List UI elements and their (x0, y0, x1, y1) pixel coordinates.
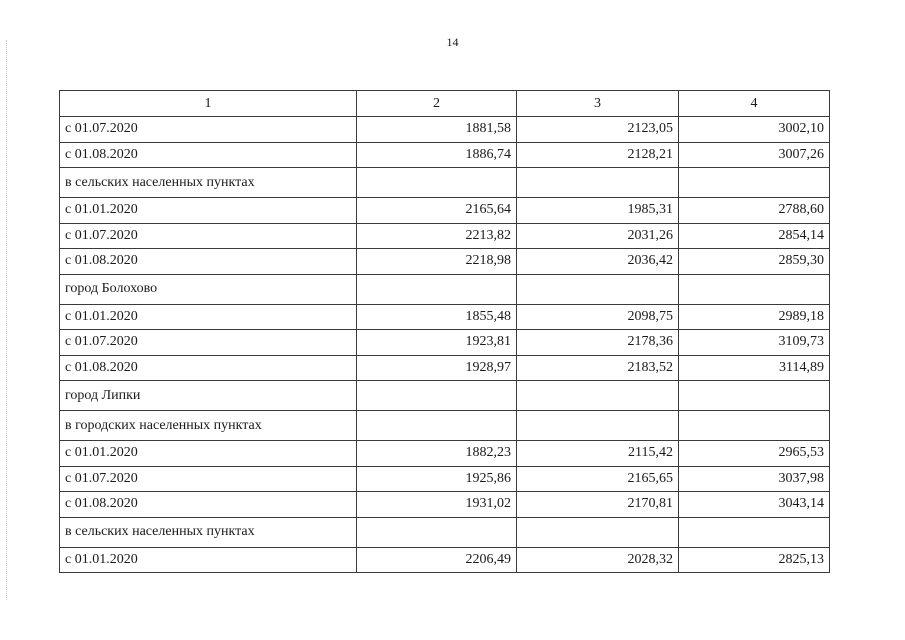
empty-cell (517, 411, 679, 441)
table-row (60, 223, 830, 249)
value-cell: 1882,23 (357, 441, 517, 467)
date-label: с 01.07.2020 (60, 466, 357, 492)
table-row (60, 355, 830, 381)
value-cell: 1928,97 (357, 355, 517, 381)
date-label: с 01.07.2020 (60, 223, 357, 249)
empty-cell (357, 517, 517, 547)
empty-cell (517, 274, 679, 304)
column-header: 2 (357, 91, 517, 117)
date-label: с 01.08.2020 (60, 142, 357, 168)
value-cell: 2213,82 (357, 223, 517, 249)
value-cell: 2788,60 (679, 198, 830, 224)
table-body (60, 117, 830, 573)
page-number: 14 (446, 35, 459, 49)
table-row (60, 466, 830, 492)
date-label: с 01.07.2020 (60, 117, 357, 143)
date-label: с 01.01.2020 (60, 198, 357, 224)
date-label: с 01.08.2020 (60, 492, 357, 518)
section-label: город Болохово (60, 274, 357, 304)
value-cell: 2854,14 (679, 223, 830, 249)
date-label: с 01.08.2020 (60, 249, 357, 275)
value-cell: 3037,98 (679, 466, 830, 492)
table-row (60, 492, 830, 518)
value-cell: 2206,49 (357, 547, 517, 573)
table-row (60, 198, 830, 224)
table-row (60, 547, 830, 573)
empty-cell (357, 168, 517, 198)
date-label: с 01.07.2020 (60, 330, 357, 356)
empty-cell (517, 517, 679, 547)
date-label: с 01.01.2020 (60, 547, 357, 573)
table-header-row (60, 91, 830, 117)
value-cell: 3109,73 (679, 330, 830, 356)
table-row (60, 142, 830, 168)
value-cell: 2028,32 (517, 547, 679, 573)
value-cell: 1881,58 (357, 117, 517, 143)
column-header: 3 (517, 91, 679, 117)
value-cell: 2965,53 (679, 441, 830, 467)
empty-cell (679, 168, 830, 198)
column-header: 1 (60, 91, 357, 117)
value-cell: 3007,26 (679, 142, 830, 168)
value-cell: 2115,42 (517, 441, 679, 467)
section-label: в сельских населенных пунктах (60, 517, 357, 547)
value-cell: 2825,13 (679, 547, 830, 573)
empty-cell (357, 411, 517, 441)
value-cell: 2128,21 (517, 142, 679, 168)
value-cell: 1923,81 (357, 330, 517, 356)
date-label: с 01.01.2020 (60, 304, 357, 330)
empty-cell (679, 411, 830, 441)
table-section-row (60, 274, 830, 304)
value-cell: 1985,31 (517, 198, 679, 224)
table-row (60, 249, 830, 275)
value-cell: 1931,02 (357, 492, 517, 518)
table-row (60, 441, 830, 467)
date-label: с 01.08.2020 (60, 355, 357, 381)
empty-cell (517, 381, 679, 411)
value-cell: 3114,89 (679, 355, 830, 381)
value-cell: 2036,42 (517, 249, 679, 275)
value-cell: 2859,30 (679, 249, 830, 275)
empty-cell (357, 274, 517, 304)
value-cell: 2183,52 (517, 355, 679, 381)
value-cell: 2031,26 (517, 223, 679, 249)
value-cell: 2989,18 (679, 304, 830, 330)
table-row (60, 304, 830, 330)
empty-cell (679, 381, 830, 411)
value-cell: 3002,10 (679, 117, 830, 143)
empty-cell (357, 381, 517, 411)
value-cell: 2218,98 (357, 249, 517, 275)
section-label: город Липки (60, 381, 357, 411)
margin-scan-marks (6, 40, 9, 600)
tariff-table (59, 90, 830, 573)
table-section-row (60, 168, 830, 198)
value-cell: 1855,48 (357, 304, 517, 330)
value-cell: 1886,74 (357, 142, 517, 168)
value-cell: 2098,75 (517, 304, 679, 330)
table-section-row (60, 381, 830, 411)
value-cell: 2165,65 (517, 466, 679, 492)
section-label: в городских населенных пунктах (60, 411, 357, 441)
column-header: 4 (679, 91, 830, 117)
section-label: в сельских населенных пунктах (60, 168, 357, 198)
empty-cell (517, 168, 679, 198)
value-cell: 3043,14 (679, 492, 830, 518)
value-cell: 2170,81 (517, 492, 679, 518)
value-cell: 2165,64 (357, 198, 517, 224)
value-cell: 2178,36 (517, 330, 679, 356)
value-cell: 1925,86 (357, 466, 517, 492)
table-section-row (60, 411, 830, 441)
table-section-row (60, 517, 830, 547)
empty-cell (679, 274, 830, 304)
value-cell: 2123,05 (517, 117, 679, 143)
empty-cell (679, 517, 830, 547)
date-label: с 01.01.2020 (60, 441, 357, 467)
table-row (60, 330, 830, 356)
table-row (60, 117, 830, 143)
